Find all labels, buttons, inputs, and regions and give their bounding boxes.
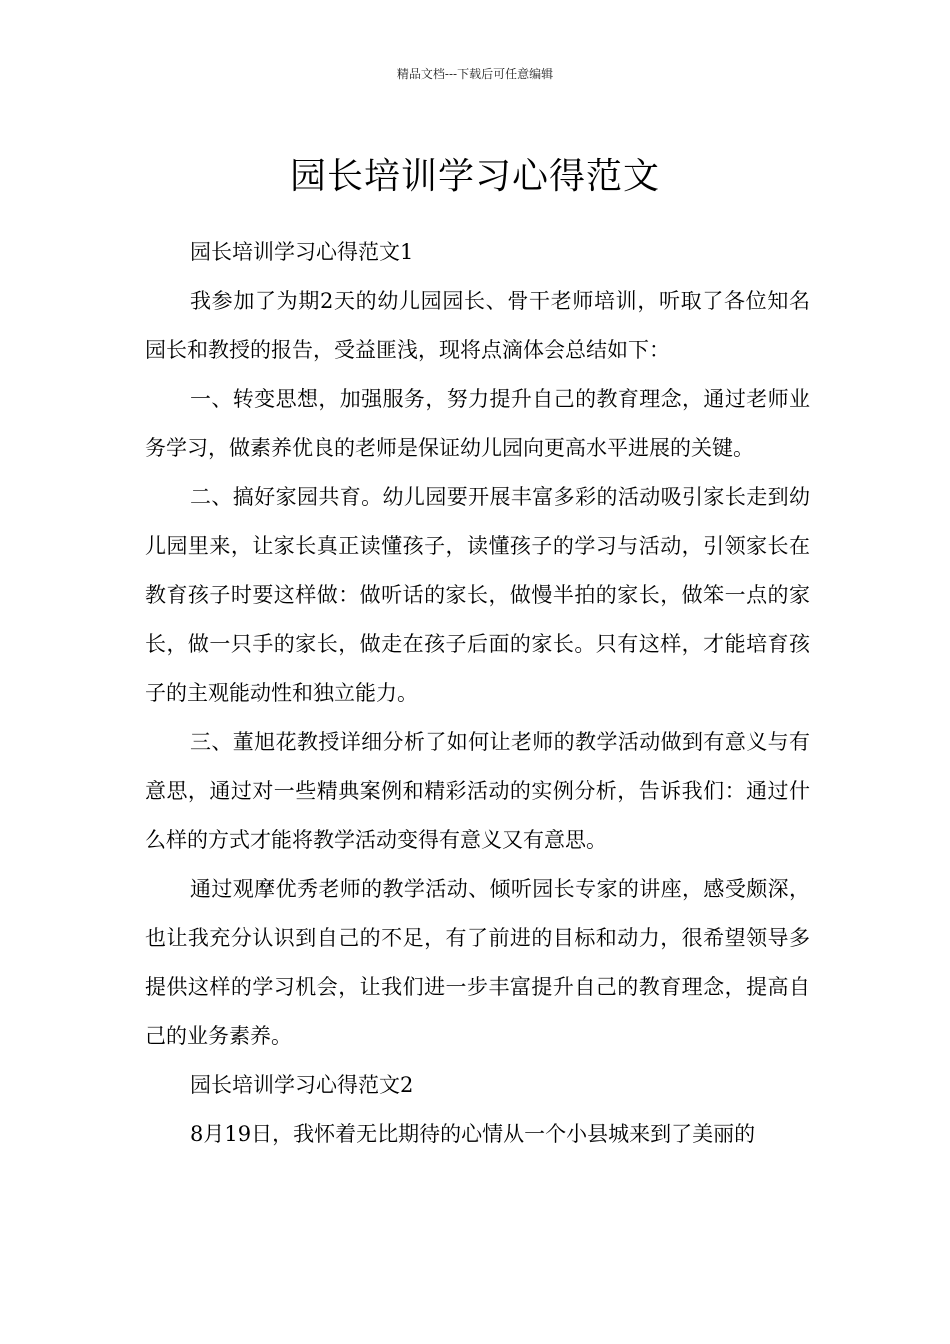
paragraph-point-2: 二、搞好家园共育。幼儿园要开展丰富多彩的活动吸引家长走到幼儿园里来，让家长真正读懂孩子，读懂孩子的学习与活动，引领家长在教育孩子时要这样做：做听话的家长，做慢半拍的家长，做笨一点的家长，做一只手的家长，做走在孩子后面的家长。只有这样，才能培育孩子的主观能动性和独立能力。 [145, 485, 810, 705]
paragraph-point-1: 一、转变思想，加强服务，努力提升自己的教育理念，通过老师业务学习，做素养优良的老师是保证幼儿园向更高水平进展的关键。 [145, 387, 810, 460]
document-body [145, 228, 810, 1159]
page-header: 精品文档---下载后可任意编辑 [396, 67, 554, 81]
document-title: 园长培训学习心得范文 [289, 156, 660, 198]
paragraph-intro: 我参加了为期2天的幼儿园园长、骨干老师培训，听取了各位知名园长和教授的报告，受益匪浅，现将点滴体会总结如下： [145, 289, 810, 362]
paragraph-conclusion: 通过观摩优秀老师的教学活动、倾听园长专家的讲座，感受颇深，也让我充分认识到自己的不足，有了前进的目标和动力，很希望领导多提供这样的学习机会，让我们进一步丰富提升自己的教育理念，提高自己的业务素养。 [145, 877, 810, 1048]
section-heading-1: 园长培训学习心得范文1 [190, 240, 414, 264]
paragraph-essay-2-opening: 8月19日，我怀着无比期待的心情从一个小县城来到了美丽的 [190, 1122, 756, 1146]
paragraph-point-3: 三、董旭花教授详细分析了如何让老师的教学活动做到有意义与有意思，通过对一些精典案例和精彩活动的实例分析，告诉我们：通过什么样的方式才能将教学活动变得有意义又有意思。 [145, 730, 810, 852]
section-heading-2: 园长培训学习心得范文2 [190, 1073, 414, 1097]
